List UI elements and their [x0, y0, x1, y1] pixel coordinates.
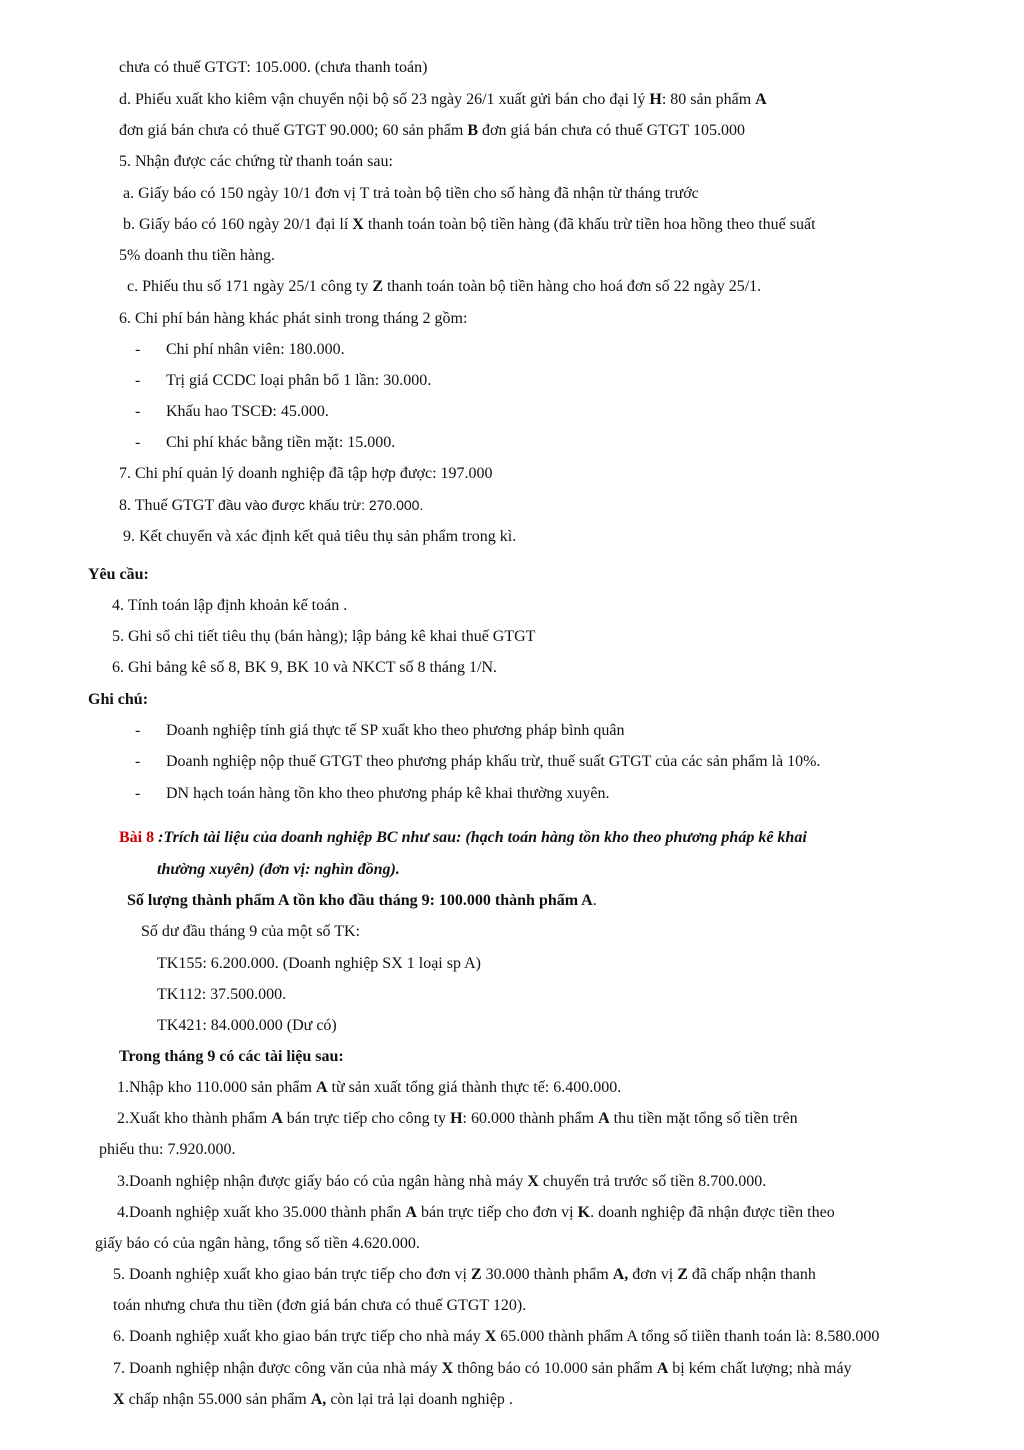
section-heading: Yêu cầu: [88, 566, 149, 583]
list-item: Chi phí nhân viên: 180.000. [166, 341, 345, 358]
text-line: a. Giấy báo có 150 ngày 10/1 đơn vị T trả toàn bộ tiền cho số hàng đã nhận từ tháng trước [123, 185, 699, 202]
text-line: 7. Chi phí quản lý doanh nghiệp đã tập hợp được: 197.000 [119, 465, 493, 482]
exercise-title: Bài 8 :Trích tài liệu của doanh nghiệp BC như sau: (hạch toán hàng tồn kho theo phương pháp kê khai [119, 829, 807, 846]
text-line: Số dư đầu tháng 9 của một số TK: [141, 923, 361, 940]
bullet-dash: - [135, 434, 141, 451]
account-line: TK421: 84.000.000 (Dư có) [157, 1017, 337, 1034]
text-line: đơn giá bán chưa có thuế GTGT 90.000; 60 sản phẩm B đơn giá bán chưa có thuế GTGT 105.000 [119, 122, 745, 139]
text-line: 6. Doanh nghiệp xuất kho giao bán trực tiếp cho nhà máy X 65.000 thành phẩm A tổng số tiiền thanh toán là: 8.580.000 [113, 1328, 880, 1345]
text-line: b. Giấy báo có 160 ngày 20/1 đại lí X thanh toán toàn bộ tiền hàng (đã khấu trừ tiền hoa hồng theo thuế suất [123, 216, 816, 233]
text-line: Số lượng thành phẩm A tồn kho đầu tháng 9: 100.000 thành phẩm A. [127, 892, 597, 909]
text-line: 1.Nhập kho 110.000 sản phẩm A từ sản xuất tổng giá thành thực tế: 6.400.000. [117, 1079, 622, 1096]
subheading: Trong tháng 9 có các tài liệu sau: [119, 1048, 344, 1065]
account-line: TK112: 37.500.000. [157, 986, 287, 1003]
text-line: 5. Doanh nghiệp xuất kho giao bán trực tiếp cho đơn vị Z 30.000 thành phẩm A, đơn vị Z đã chấp nhận thanh [113, 1266, 816, 1283]
text-line: phiếu thu: 7.920.000. [99, 1141, 236, 1158]
text-line: d. Phiếu xuất kho kiêm vận chuyển nội bộ số 23 ngày 26/1 xuất gửi bán cho đại lý H: 80 sản phẩm A [119, 91, 767, 108]
list-item: 4. Tính toán lập định khoản kế toán . [112, 597, 348, 614]
bullet-dash: - [135, 722, 141, 739]
bullet-dash: - [135, 341, 141, 358]
text-line: 8. Thuế GTGT đầu vào được khấu trừ: 270.000. [119, 497, 424, 514]
list-item: 5. Ghi sổ chi tiết tiêu thụ (bán hàng); lập bảng kê khai thuế GTGT [112, 628, 536, 645]
list-item: Doanh nghiệp tính giá thực tế SP xuất kho theo phương pháp bình quân [166, 722, 625, 739]
text-line: toán nhưng chưa thu tiền (đơn giá bán chưa có thuế GTGT 120). [113, 1297, 527, 1314]
text-line: chưa có thuế GTGT: 105.000. (chưa thanh toán) [119, 59, 428, 76]
text-line: 7. Doanh nghiệp nhận được công văn của nhà máy X thông báo có 10.000 sản phẩm A bị kém chất lượng; nhà máy [113, 1360, 852, 1377]
list-item: 6. Ghi bảng kê số 8, BK 9, BK 10 và NKCT số 8 tháng 1/N. [112, 659, 498, 676]
list-item: DN hạch toán hàng tồn kho theo phương pháp kê khai thường xuyên. [166, 785, 610, 802]
text-line: 6. Chi phí bán hàng khác phát sinh trong tháng 2 gồm: [119, 310, 468, 327]
text-line: 2.Xuất kho thành phẩm A bán trực tiếp cho công ty H: 60.000 thành phẩm A thu tiền mặt tổng số tiền trên [117, 1110, 798, 1127]
text-line: 9. Kết chuyển và xác định kết quả tiêu thụ sản phẩm trong kì. [123, 528, 517, 545]
list-item: Chi phí khác bằng tiền mặt: 15.000. [166, 434, 396, 451]
text-line: 3.Doanh nghiệp nhận được giấy báo có của ngân hàng nhà máy X chuyển trả trước số tiền 8.700.000. [117, 1173, 767, 1190]
text-line: 4.Doanh nghiệp xuất kho 35.000 thành phẩn A bán trực tiếp cho đơn vị K. doanh nghiệp đã nhận được tiền theo [117, 1204, 835, 1221]
account-line: TK155: 6.200.000. (Doanh nghiệp SX 1 loại sp A) [157, 955, 481, 972]
text-line: X chấp nhận 55.000 sản phẩm A, còn lại trả lại doanh nghiệp . [113, 1391, 513, 1408]
text-line: c. Phiếu thu số 171 ngày 25/1 công ty Z thanh toán toàn bộ tiền hàng cho hoá đơn số 22 ngày 25/1. [127, 278, 762, 295]
text-line: 5. Nhận được các chứng từ thanh toán sau: [119, 153, 393, 170]
text-line: 5% doanh thu tiền hàng. [119, 247, 275, 264]
exercise-title-cont: thường xuyên) (đơn vị: nghìn đồng). [157, 861, 400, 878]
bullet-dash: - [135, 753, 141, 770]
list-item: Doanh nghiệp nộp thuế GTGT theo phương pháp khấu trừ, thuế suất GTGT của các sản phẩm là 10%. [166, 753, 821, 770]
list-item: Trị giá CCDC loại phân bổ 1 lần: 30.000. [166, 372, 432, 389]
section-heading: Ghi chú: [88, 691, 149, 708]
text-line: giấy báo có của ngân hàng, tổng số tiền 4.620.000. [95, 1235, 420, 1252]
bullet-dash: - [135, 403, 141, 420]
bullet-dash: - [135, 785, 141, 802]
list-item: Khấu hao TSCĐ: 45.000. [166, 403, 329, 420]
bullet-dash: - [135, 372, 141, 389]
